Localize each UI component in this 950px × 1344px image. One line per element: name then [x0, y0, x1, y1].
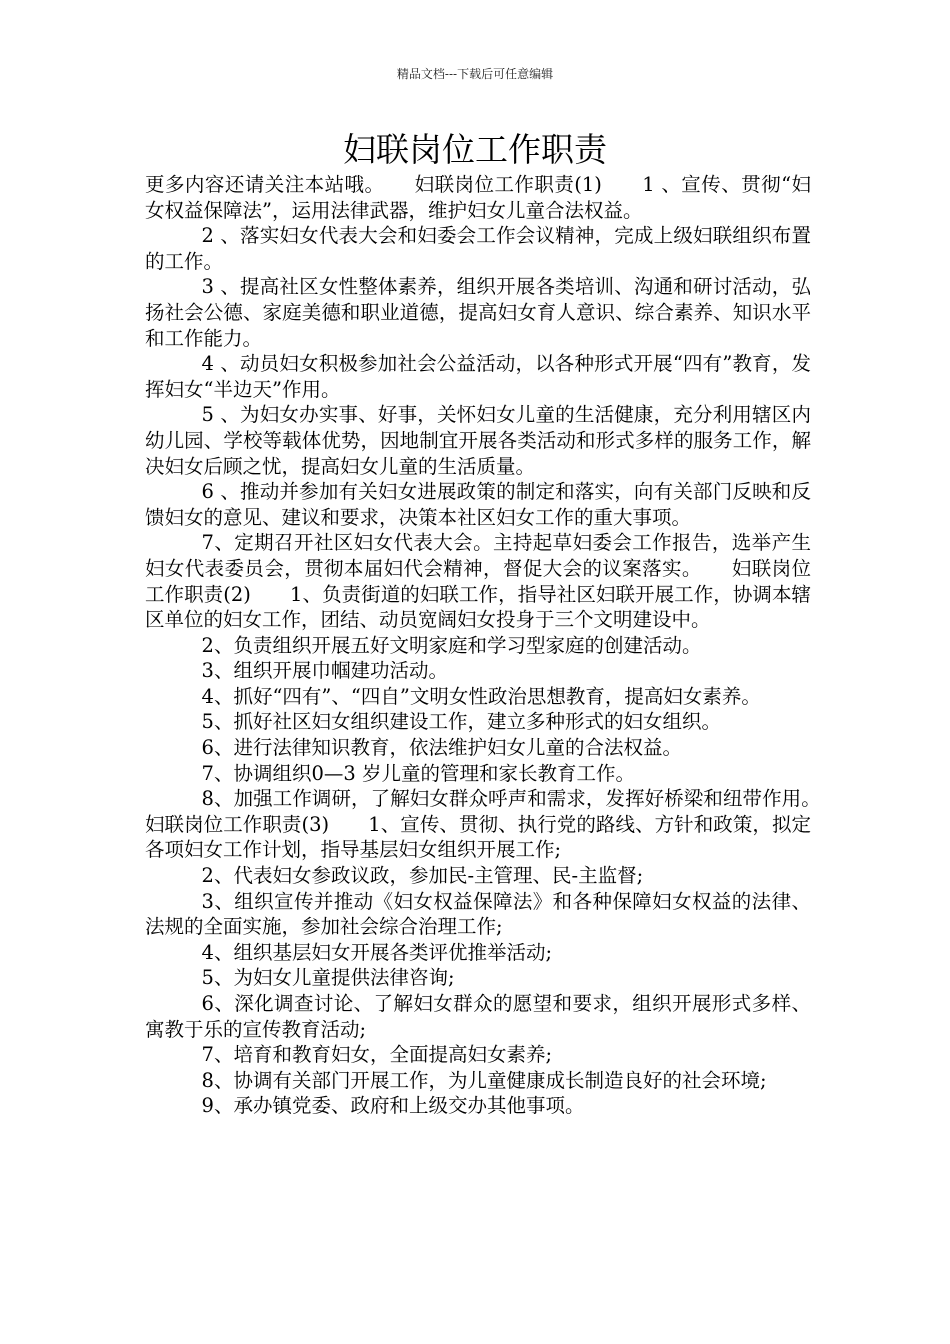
paragraph: 9、承办镇党委、政府和上级交办其他事项。: [201, 1094, 585, 1118]
document-title: 妇联岗位工作职责: [343, 130, 607, 169]
document-body: [145, 172, 851, 1119]
paragraph: 4、组织基层妇女开展各类评优推举活动;: [201, 940, 553, 964]
paragraph: 8、加强工作调研，了解妇女群众呼声和需求，发挥好桥梁和纽带作用。 妇联岗位工作职责(3) 1、宣传、贯彻、执行党的路线、方针和政策，拟定各项妇女工作计划，指导基层妇女组织开展工作;: [145, 787, 851, 862]
paragraph: 5 、为妇女办实事、好事，关怀妇女儿童的生活健康，充分利用辖区内幼儿园、学校等载体优势，因地制宜开展各类活动和形式多样的服务工作，解决妇女后顾之忧，提高妇女儿童的生活质量。: [145, 403, 811, 478]
page-header-note: 精品文档---下载后可任意编辑: [396, 67, 554, 81]
paragraph: 更多内容还请关注本站哦。 妇联岗位工作职责(1) 1 、宣传、贯彻“妇女权益保障法”，运用法律武器，维护妇女儿童合法权益。: [145, 173, 811, 222]
paragraph: 2、负责组织开展五好文明家庭和学习型家庭的创建活动。: [201, 633, 702, 657]
paragraph: 7、定期召开社区妇女代表大会。主持起草妇委会工作报告，选举产生妇女代表委员会，贯彻本届妇代会精神，督促大会的议案落实。 妇联岗位工作职责(2) 1、负责街道的妇联工作，指导社区妇联开展工作，协调本辖区单位的妇女工作，团结、动员宽阔妇女投身于三个文明建设中。: [145, 531, 811, 632]
paragraph: 6 、推动并参加有关妇女进展政策的制定和落实，向有关部门反映和反馈妇女的意见、建议和要求，决策本社区妇女工作的重大事项。: [145, 480, 811, 529]
paragraph: 3、组织宣传并推动《妇女权益保障法》和各种保障妇女权益的法律、法规的全面实施，参加社会综合治理工作;: [145, 889, 811, 939]
paragraph: 3 、提高社区女性整体素养，组织开展各类培训、沟通和研讨活动，弘扬社会公德、家庭美德和职业道德，提高妇女育人意识、综合素养、知识水平和工作能力。: [145, 275, 811, 350]
paragraph: 6、深化调查讨论、了解妇女群众的愿望和要求，组织开展形式多样、寓教于乐的宣传教育活动;: [145, 992, 811, 1041]
paragraph: 5、抓好社区妇女组织建设工作，建立多种形式的妇女组织。: [201, 710, 721, 734]
paragraph: 7、培育和教育妇女，全面提高妇女素养;: [201, 1043, 553, 1067]
paragraph: 6、进行法律知识教育，依法维护妇女儿童的合法权益。: [201, 736, 682, 760]
paragraph: 2 、落实妇女代表大会和妇委会工作会议精神，完成上级妇联组织布置的工作。: [145, 224, 811, 273]
paragraph: 5、为妇女儿童提供法律咨询;: [201, 966, 455, 990]
paragraph: 4 、动员妇女积极参加社会公益活动，以各种形式开展“四有”教育，发挥妇女“半边天”作用。: [145, 352, 811, 401]
paragraph: 7、协调组织0—3 岁儿童的管理和家长教育工作。: [201, 761, 635, 785]
paragraph: 8、协调有关部门开展工作，为儿童健康成长制造良好的社会环境;: [201, 1068, 767, 1092]
paragraph: 3、组织开展巾帼建功活动。: [201, 659, 448, 683]
paragraph: 2、代表妇女参政议政，参加民-主管理、民-主监督;: [201, 864, 644, 888]
paragraph: 4、抓好“四有”、“四自”文明女性政治思想教育，提高妇女素养。: [201, 684, 761, 708]
